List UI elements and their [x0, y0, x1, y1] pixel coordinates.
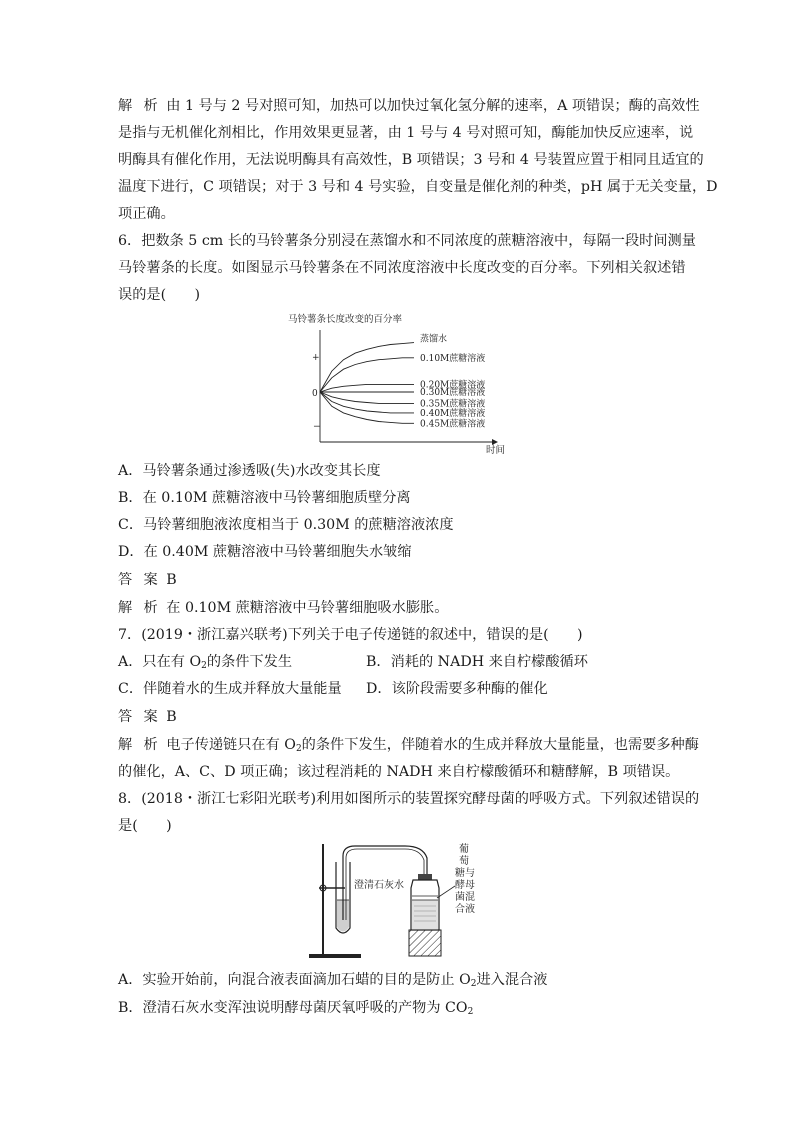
q6-analysis — [118, 598, 448, 618]
q5-analysis-text-1: 由 1 号与 2 号对照可知，加热可以加快过氧化氢分解的速率，A 项错误；酶的高效性 — [166, 98, 700, 114]
analysis-label: 解析 — [118, 98, 170, 114]
q7-option-d: D．该阶段需要多种酶的催化 — [366, 681, 548, 697]
tube-label: 澄清石灰水 — [354, 880, 404, 891]
q8-apparatus-figure — [305, 838, 490, 962]
bottle-label — [455, 842, 475, 915]
series-label-3: 0.30M蔗糖溶液 — [420, 388, 486, 398]
series-line-6 — [320, 392, 414, 423]
series-line-1 — [320, 358, 414, 392]
series-label-4: 0.35M蔗糖溶液 — [420, 399, 486, 410]
series-label-5: 0.40M蔗糖溶液 — [420, 408, 486, 419]
series-label-1: 0.10M蔗糖溶液 — [420, 353, 486, 364]
q7-option-c: C．伴随着水的生成并释放大量能量 — [118, 681, 342, 697]
q6-option-b: B．在 0.10M 蔗糖溶液中马铃薯细胞质壁分离 — [118, 490, 411, 506]
q6-answer-value: B — [166, 572, 177, 588]
svg-text:糖与: 糖与 — [455, 868, 475, 879]
iron-stand — [309, 844, 361, 958]
analysis-label: 解析 — [118, 600, 170, 616]
label-pointer — [437, 886, 455, 898]
y-tick-zero: 0 — [312, 389, 318, 399]
q8-stem-line-2: 是( ) — [118, 818, 172, 834]
q7-option-b: B．消耗的 NADH 来自柠檬酸循环 — [366, 654, 588, 670]
svg-text:酵母: 酵母 — [455, 880, 475, 891]
series-label-0: 蒸馏水 — [420, 334, 448, 345]
q8-option-b: B．澄清石灰水变浑浊说明酵母菌厌氧呼吸的产物为 $CO_2$ — [118, 1000, 474, 1017]
series-label-6: 0.45M蔗糖溶液 — [420, 419, 486, 430]
series-line-2 — [320, 384, 414, 392]
q5-analysis-line-4: 温度下进行，C 项错误；对于 3 号和 4 号实验，自变量是催化剂的种类，pH 属于无关变量，D — [118, 179, 718, 195]
svg-text:菌混: 菌混 — [455, 892, 475, 903]
series-line-4 — [320, 392, 414, 403]
x-axis-label: 时间 — [486, 445, 506, 456]
series-label-2: 0.20M蔗糖溶液 — [420, 380, 486, 391]
q7-option-a: A．只在有 $O_2$的条件下发生 — [118, 654, 293, 671]
q8-option-a: A．实验开始前，向混合液表面滴加石蜡的目的是防止 $O_2$进入混合液 — [118, 972, 548, 989]
q5-analysis-line-2: 是指与无机催化剂相比，作用效果更显著，由 1 号与 4 号对照可知，酶能加快反应速率，说 — [118, 125, 694, 141]
q7-options-row-2 — [118, 679, 678, 699]
answer-label: 答案 — [118, 709, 170, 725]
bottle-icon — [409, 874, 441, 956]
answer-label: 答案 — [118, 572, 170, 588]
q8-stem-line-1: 8．(2018・浙江七彩阳光联考)利用如图所示的装置探究酵母菌的呼吸方式。下列叙述错误的 — [118, 791, 700, 807]
q6-length-change-chart — [280, 310, 510, 456]
q6-answer — [118, 570, 177, 590]
q7-answer — [118, 707, 177, 727]
q7-analysis-line-1: 解析电子传递链只在有 $O_2$的条件下发生，伴随着水的生成并释放大量能量，也需要多种酶 — [118, 737, 699, 754]
svg-text:合液: 合液 — [455, 904, 475, 915]
q5-analysis-line-1 — [118, 96, 700, 116]
q7-analysis-line-2: 的催化，A、C、D 项正确；该过程消耗的 NADH 来自柠檬酸循环和糖酵解，B 项错误。 — [118, 764, 680, 780]
q5-analysis-line-3: 明酶具有催化作用，无法说明酶具有高效性，B 项错误；3 号和 4 号装置应置于相同且适宜的 — [118, 152, 704, 168]
analysis-label: 解析 — [118, 737, 170, 753]
q7-options-row-1 — [118, 652, 678, 676]
svg-text:萄: 萄 — [459, 856, 469, 867]
chart-title: 马铃薯条长度改变的百分率 — [288, 314, 403, 325]
q5-analysis-line-5: 项正确。 — [118, 206, 175, 222]
svg-text:葡: 葡 — [459, 844, 469, 855]
q6-option-a: A．马铃薯条通过渗透吸(失)水改变其长度 — [118, 463, 381, 479]
q6-analysis-text: 在 0.10M 蔗糖溶液中马铃薯细胞吸水膨胀。 — [166, 600, 449, 616]
q7-answer-value: B — [166, 709, 177, 725]
q7-stem: 7．(2019・浙江嘉兴联考)下列关于电子传递链的叙述中，错误的是( ) — [118, 627, 583, 643]
q6-stem-line-1: 6．把数条 5 cm 长的马铃薯条分别浸在蒸馏水和不同浓度的蔗糖溶液中，每隔一段时间测量 — [118, 233, 696, 249]
q6-option-c: C．马铃薯细胞液浓度相当于 0.30M 的蔗糖溶液浓度 — [118, 517, 454, 533]
q6-option-d: D．在 0.40M 蔗糖溶液中马铃薯细胞失水皱缩 — [118, 544, 412, 560]
q6-stem-line-2: 马铃薯条的长度。如图显示马铃薯条在不同浓度溶液中长度改变的百分率。下列相关叙述错 — [118, 260, 686, 276]
y-tick-plus: + — [312, 353, 320, 363]
y-tick-minus: − — [313, 422, 321, 432]
q6-stem-line-3: 误的是( ) — [118, 287, 201, 303]
